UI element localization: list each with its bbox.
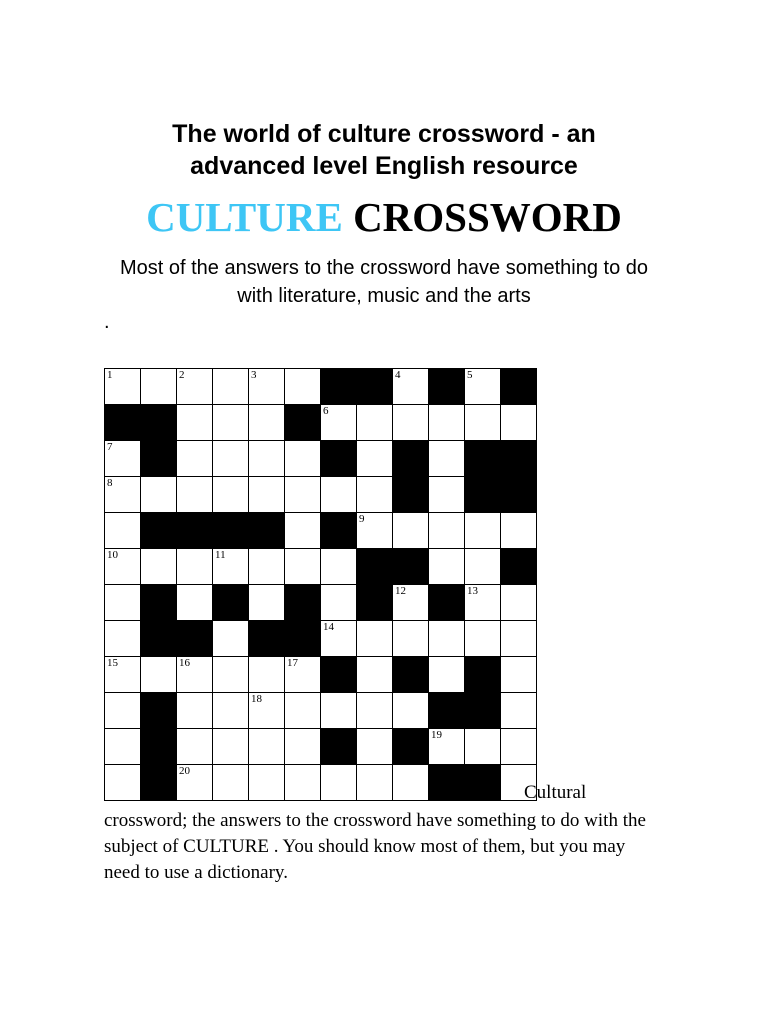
crossword-cell-number: 5 bbox=[467, 369, 473, 381]
crossword-row bbox=[105, 693, 537, 729]
crossword-cell[interactable] bbox=[321, 585, 357, 621]
crossword-cell[interactable] bbox=[429, 621, 465, 657]
crossword-block-cell bbox=[393, 729, 429, 765]
crossword-cell[interactable] bbox=[105, 657, 141, 693]
crossword-cell[interactable] bbox=[321, 621, 357, 657]
crossword-cell[interactable] bbox=[213, 441, 249, 477]
crossword-cell[interactable] bbox=[105, 693, 141, 729]
crossword-block-cell bbox=[321, 513, 357, 549]
crossword-cell[interactable] bbox=[213, 477, 249, 513]
crossword-block-cell bbox=[249, 513, 285, 549]
crossword-cell[interactable] bbox=[393, 693, 429, 729]
crossword-cell[interactable] bbox=[465, 729, 501, 765]
document-subtitle: The world of culture crossword - an advanced level English resource bbox=[172, 120, 596, 180]
crossword-cell[interactable] bbox=[357, 405, 393, 441]
crossword-cell-number: 4 bbox=[395, 369, 401, 381]
crossword-block-cell bbox=[141, 693, 177, 729]
crossword-cell[interactable] bbox=[393, 369, 429, 405]
crossword-cell-number: 7 bbox=[107, 441, 113, 453]
crossword-cell[interactable] bbox=[501, 513, 537, 549]
crossword-cell[interactable] bbox=[177, 405, 213, 441]
crossword-cell-number: 14 bbox=[323, 621, 334, 633]
closing-text-body: crossword; the answers to the crossword have something to do with the subject of CULTURE . You should know most of them, but you may need to use a dictionary. bbox=[104, 810, 646, 883]
crossword-block-cell bbox=[393, 657, 429, 693]
crossword-cell[interactable] bbox=[357, 477, 393, 513]
crossword-block-cell bbox=[213, 585, 249, 621]
crossword-cell-number: 18 bbox=[251, 693, 262, 705]
crossword-cell-number: 12 bbox=[395, 585, 406, 597]
crossword-grid[interactable] bbox=[104, 368, 537, 801]
crossword-cell-number: 1 bbox=[107, 369, 113, 381]
crossword-cell[interactable] bbox=[429, 729, 465, 765]
crossword-block-cell bbox=[141, 621, 177, 657]
crossword-cell[interactable] bbox=[501, 657, 537, 693]
crossword-block-cell bbox=[357, 549, 393, 585]
crossword-block-cell bbox=[285, 621, 321, 657]
crossword-cell[interactable] bbox=[249, 729, 285, 765]
crossword-cell[interactable] bbox=[213, 549, 249, 585]
crossword-cell[interactable] bbox=[357, 729, 393, 765]
crossword-cell[interactable] bbox=[285, 369, 321, 405]
crossword-row bbox=[105, 729, 537, 765]
crossword-cell[interactable] bbox=[105, 729, 141, 765]
crossword-cell-number: 17 bbox=[287, 657, 298, 669]
crossword-row bbox=[105, 369, 537, 405]
crossword-cell[interactable] bbox=[465, 585, 501, 621]
crossword-cell[interactable] bbox=[393, 513, 429, 549]
crossword-row bbox=[105, 621, 537, 657]
crossword-grid-wrapper bbox=[104, 368, 537, 801]
crossword-cell-number: 8 bbox=[107, 477, 113, 489]
crossword-block-cell bbox=[465, 477, 501, 513]
lead-paragraph: Most of the answers to the crossword have something to do with literature, music and the arts bbox=[119, 257, 649, 307]
crossword-cell[interactable] bbox=[177, 441, 213, 477]
crossword-block-cell bbox=[501, 441, 537, 477]
crossword-block-cell bbox=[141, 405, 177, 441]
crossword-block-cell bbox=[465, 693, 501, 729]
crossword-cell[interactable] bbox=[213, 621, 249, 657]
crossword-block-cell bbox=[429, 369, 465, 405]
crossword-cell[interactable] bbox=[285, 513, 321, 549]
crossword-cell[interactable] bbox=[213, 405, 249, 441]
crossword-cell[interactable] bbox=[429, 441, 465, 477]
crossword-cell[interactable] bbox=[501, 585, 537, 621]
crossword-block-cell bbox=[393, 549, 429, 585]
crossword-block-cell bbox=[465, 441, 501, 477]
crossword-cell[interactable] bbox=[465, 549, 501, 585]
crossword-cell-number: 11 bbox=[215, 549, 226, 561]
crossword-block-cell bbox=[177, 621, 213, 657]
crossword-cell[interactable] bbox=[285, 477, 321, 513]
crossword-block-cell bbox=[321, 729, 357, 765]
page-title-rest: CROSSWORD bbox=[342, 194, 622, 240]
crossword-cell[interactable] bbox=[177, 693, 213, 729]
crossword-cell[interactable] bbox=[249, 549, 285, 585]
crossword-cell-number: 6 bbox=[323, 405, 329, 417]
crossword-cell[interactable] bbox=[465, 405, 501, 441]
crossword-cell[interactable] bbox=[357, 693, 393, 729]
crossword-cell[interactable] bbox=[357, 657, 393, 693]
crossword-cell[interactable] bbox=[429, 405, 465, 441]
closing-text-first: Cultural bbox=[524, 782, 587, 803]
crossword-block-cell bbox=[321, 657, 357, 693]
crossword-cell-number: 3 bbox=[251, 369, 257, 381]
crossword-cell-number: 10 bbox=[107, 549, 118, 561]
crossword-block-cell bbox=[501, 477, 537, 513]
crossword-block-cell bbox=[501, 369, 537, 405]
crossword-cell[interactable] bbox=[249, 441, 285, 477]
crossword-cell[interactable] bbox=[429, 513, 465, 549]
crossword-row bbox=[105, 549, 537, 585]
crossword-block-cell bbox=[141, 441, 177, 477]
crossword-cell[interactable] bbox=[465, 513, 501, 549]
crossword-cell[interactable] bbox=[141, 477, 177, 513]
crossword-cell[interactable] bbox=[285, 693, 321, 729]
lead-trailing-dot: . bbox=[104, 311, 110, 333]
crossword-block-cell bbox=[465, 657, 501, 693]
crossword-block-cell bbox=[285, 405, 321, 441]
crossword-cell[interactable] bbox=[429, 657, 465, 693]
closing-text bbox=[104, 780, 664, 886]
crossword-cell[interactable] bbox=[321, 549, 357, 585]
crossword-cell-number: 16 bbox=[179, 657, 190, 669]
crossword-cell[interactable] bbox=[285, 657, 321, 693]
crossword-cell[interactable] bbox=[285, 729, 321, 765]
crossword-block-cell bbox=[177, 513, 213, 549]
crossword-cell[interactable] bbox=[249, 477, 285, 513]
crossword-row bbox=[105, 657, 537, 693]
crossword-cell-number: 19 bbox=[431, 729, 442, 741]
crossword-cell[interactable] bbox=[285, 549, 321, 585]
crossword-cell-number: 13 bbox=[467, 585, 478, 597]
crossword-cell[interactable] bbox=[177, 369, 213, 405]
crossword-block-cell bbox=[249, 621, 285, 657]
crossword-block-cell bbox=[105, 405, 141, 441]
crossword-cell[interactable] bbox=[177, 729, 213, 765]
crossword-block-cell bbox=[321, 441, 357, 477]
crossword-cell[interactable] bbox=[105, 441, 141, 477]
crossword-cell[interactable] bbox=[105, 585, 141, 621]
crossword-cell[interactable] bbox=[321, 477, 357, 513]
crossword-block-cell bbox=[357, 369, 393, 405]
crossword-block-cell bbox=[285, 585, 321, 621]
crossword-cell[interactable] bbox=[177, 585, 213, 621]
crossword-cell[interactable] bbox=[213, 657, 249, 693]
crossword-cell-number: 9 bbox=[359, 513, 365, 525]
crossword-cell[interactable] bbox=[249, 405, 285, 441]
crossword-cell[interactable] bbox=[285, 441, 321, 477]
crossword-block-cell bbox=[501, 549, 537, 585]
crossword-block-cell bbox=[141, 513, 177, 549]
crossword-block-cell bbox=[429, 693, 465, 729]
crossword-cell[interactable] bbox=[105, 513, 141, 549]
crossword-cell[interactable] bbox=[357, 621, 393, 657]
crossword-cell[interactable] bbox=[357, 441, 393, 477]
crossword-cell[interactable] bbox=[141, 657, 177, 693]
crossword-cell[interactable] bbox=[213, 369, 249, 405]
crossword-cell[interactable] bbox=[177, 477, 213, 513]
crossword-cell[interactable] bbox=[177, 657, 213, 693]
crossword-block-cell bbox=[393, 477, 429, 513]
crossword-cell[interactable] bbox=[213, 729, 249, 765]
crossword-cell[interactable] bbox=[321, 405, 357, 441]
crossword-cell[interactable] bbox=[249, 369, 285, 405]
crossword-row bbox=[105, 477, 537, 513]
crossword-cell-number: 2 bbox=[179, 369, 185, 381]
crossword-row bbox=[105, 405, 537, 441]
crossword-cell-number: 20 bbox=[179, 765, 190, 777]
crossword-cell[interactable] bbox=[105, 477, 141, 513]
crossword-cell[interactable] bbox=[105, 549, 141, 585]
crossword-cell[interactable] bbox=[249, 657, 285, 693]
crossword-cell[interactable] bbox=[141, 369, 177, 405]
crossword-cell[interactable] bbox=[501, 621, 537, 657]
crossword-grid-body bbox=[105, 369, 537, 801]
crossword-cell[interactable] bbox=[429, 549, 465, 585]
title-block bbox=[0, 0, 768, 332]
crossword-cell[interactable] bbox=[321, 693, 357, 729]
crossword-block-cell bbox=[429, 585, 465, 621]
crossword-row bbox=[105, 441, 537, 477]
crossword-cell[interactable] bbox=[393, 405, 429, 441]
crossword-cell[interactable] bbox=[249, 585, 285, 621]
crossword-cell[interactable] bbox=[393, 621, 429, 657]
crossword-block-cell bbox=[321, 369, 357, 405]
crossword-cell[interactable] bbox=[501, 729, 537, 765]
crossword-cell[interactable] bbox=[105, 621, 141, 657]
page-title bbox=[0, 192, 768, 242]
crossword-cell[interactable] bbox=[465, 621, 501, 657]
crossword-block-cell bbox=[393, 441, 429, 477]
crossword-cell[interactable] bbox=[465, 369, 501, 405]
crossword-cell[interactable] bbox=[501, 693, 537, 729]
crossword-cell[interactable] bbox=[501, 405, 537, 441]
crossword-cell[interactable] bbox=[213, 693, 249, 729]
crossword-row bbox=[105, 585, 537, 621]
crossword-cell[interactable] bbox=[429, 477, 465, 513]
crossword-block-cell bbox=[213, 513, 249, 549]
crossword-block-cell bbox=[141, 585, 177, 621]
crossword-cell[interactable] bbox=[105, 369, 141, 405]
crossword-cell[interactable] bbox=[141, 549, 177, 585]
crossword-block-cell bbox=[141, 729, 177, 765]
crossword-row bbox=[105, 513, 537, 549]
page-title-highlight: CULTURE bbox=[146, 194, 343, 240]
crossword-block-cell bbox=[357, 585, 393, 621]
crossword-cell[interactable] bbox=[249, 693, 285, 729]
crossword-cell[interactable] bbox=[393, 585, 429, 621]
crossword-cell-number: 15 bbox=[107, 657, 118, 669]
crossword-cell[interactable] bbox=[177, 549, 213, 585]
crossword-cell[interactable] bbox=[357, 513, 393, 549]
